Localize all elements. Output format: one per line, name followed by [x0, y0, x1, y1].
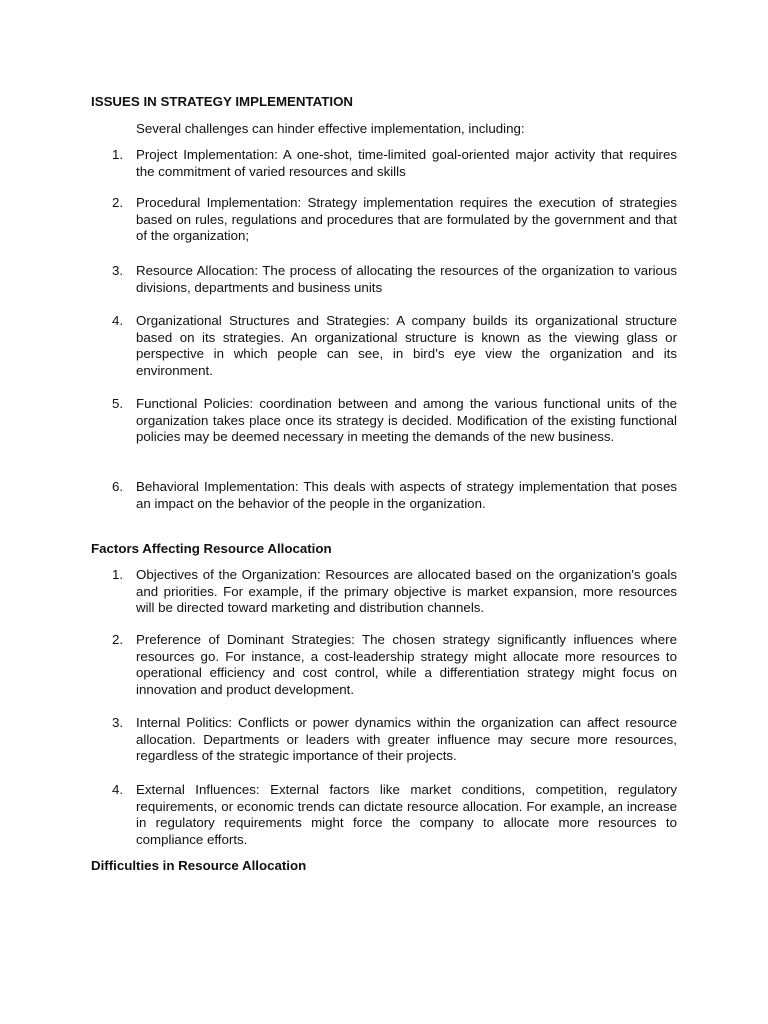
- list-item: [91, 782, 677, 848]
- list-item-text: Project Implementation: A one-shot, time-limited goal-oriented major activity that requires the commitment of varied resources and skills: [136, 147, 677, 179]
- list-item: [91, 195, 677, 245]
- list-item-text: Resource Allocation: The process of allocating the resources of the organization to various divisions, departments and business units: [136, 263, 677, 295]
- list-item-text: Behavioral Implementation: This deals with aspects of strategy implementation that poses an impact on the behavior of the people in the organization.: [136, 479, 677, 511]
- list-item-text: Preference of Dominant Strategies: The chosen strategy significantly influences where resources go. For instance, a cost-leadership strategy might allocate more resources to operational efficiency and cost control, while a differentiation strategy might focus on innovation and product development.: [136, 632, 677, 697]
- list-item-text: Procedural Implementation: Strategy implementation requires the execution of strategies based on rules, regulations and procedures that are formulated by the government and that of the organization;: [136, 195, 677, 244]
- list-item: [91, 263, 677, 296]
- list-item: [91, 567, 677, 617]
- section-heading-issues: ISSUES IN STRATEGY IMPLEMENTATION: [91, 94, 354, 109]
- list-item-text: Internal Politics: Conflicts or power dynamics within the organization can affect resource allocation. Departments or leaders with greater influence may secure more resources, regardless of the strategic importance of their projects.: [136, 715, 677, 764]
- list-item-number: 5.: [112, 396, 124, 411]
- list-item-number: 1.: [112, 567, 124, 582]
- list-item-number: 4.: [112, 313, 124, 328]
- list-item: [91, 479, 677, 512]
- list-item-number: 4.: [112, 782, 124, 797]
- list-item: [91, 147, 677, 180]
- list-item-text: External Influences: External factors like market conditions, competition, regulatory requirements, or economic trends can dictate resource allocation. For example, an increase in regulatory requirements might force the company to allocate more resources to compliance efforts.: [136, 782, 677, 847]
- list-item-number: 6.: [112, 479, 124, 494]
- list-item: [91, 313, 677, 379]
- section-intro: Several challenges can hinder effective implementation, including:: [136, 121, 525, 136]
- list-item-text: Objectives of the Organization: Resources are allocated based on the organization's goals and priorities. For example, if the primary objective is market expansion, more resources will be directed toward marketing and distribution channels.: [136, 567, 677, 616]
- list-item-number: 3.: [112, 715, 124, 730]
- section-heading-difficulties: Difficulties in Resource Allocation: [91, 858, 307, 873]
- list-item-text: Organizational Structures and Strategies: A company builds its organizational structure based on its strategies. An organizational structure is known as the viewing glass or perspective in which people can see, in bird’s eye view the organization and its environment.: [136, 313, 677, 378]
- list-item-number: 2.: [112, 195, 124, 210]
- section-heading-factors: Factors Affecting Resource Allocation: [91, 541, 332, 556]
- list-item-number: 1.: [112, 147, 124, 162]
- list-item-number: 3.: [112, 263, 124, 278]
- list-item-number: 2.: [112, 632, 124, 647]
- list-item-text: Functional Policies: coordination between and among the various functional units of the organization takes place once its strategy is decided. Modification of the existing functional policies may be deemed necessary in meeting the demands of the new business.: [136, 396, 677, 445]
- list-item: [91, 632, 677, 698]
- list-item: [91, 715, 677, 765]
- list-item: [91, 396, 677, 446]
